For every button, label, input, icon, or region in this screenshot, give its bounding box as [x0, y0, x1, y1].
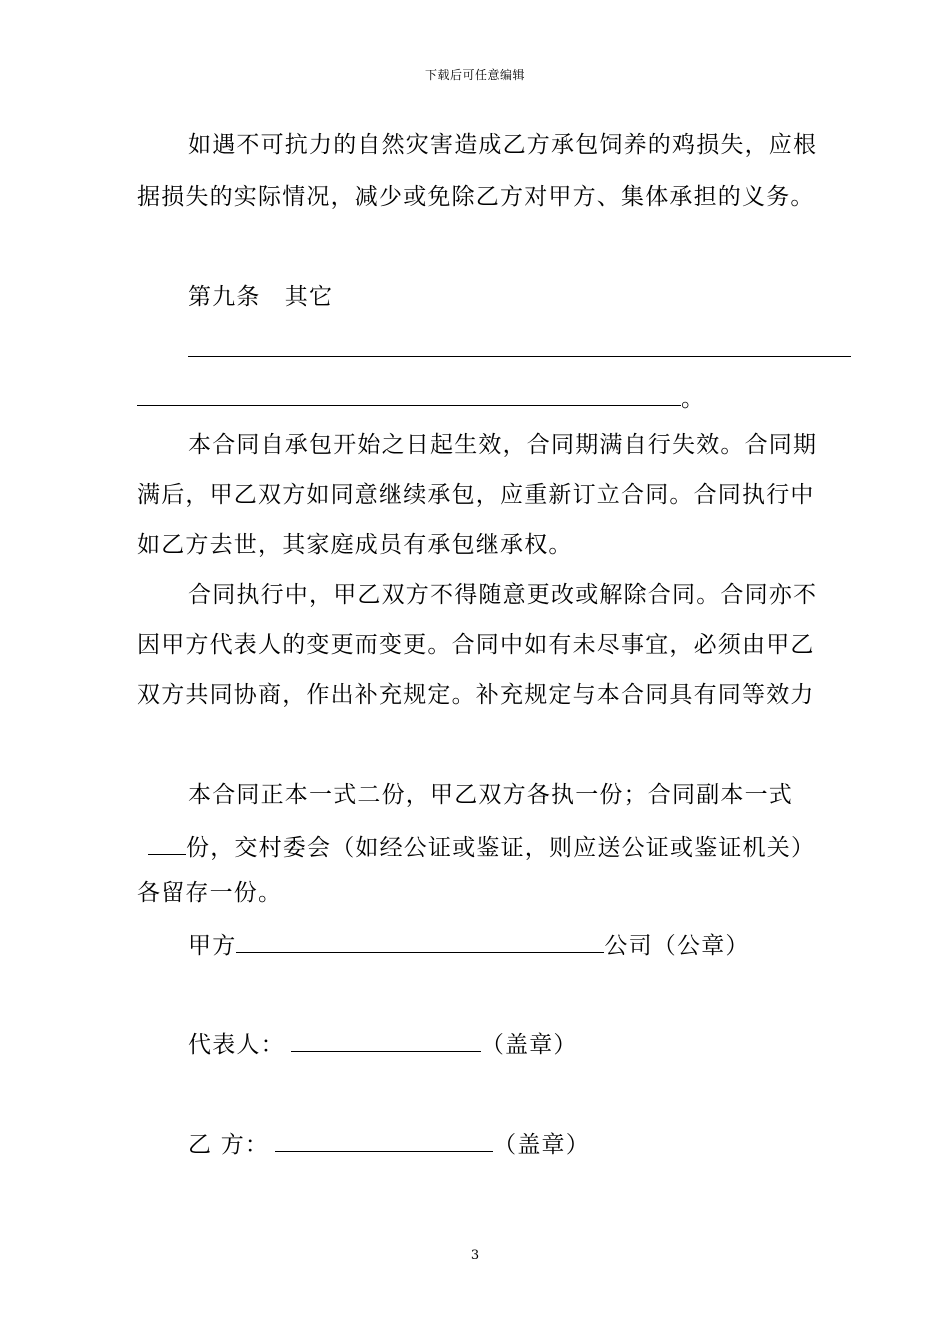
force-majeure-line-1: 如遇不可抗力的自然灾害造成乙方承包饲养的鸡损失，应根 [188, 132, 818, 158]
article-9-blank-line-2 [137, 405, 681, 406]
force-majeure-line-2: 据损失的实际情况，减少或免除乙方对甲方、集体承担的义务。 [137, 184, 815, 210]
representative-suffix: （盖章） [480, 1032, 578, 1058]
party-b-row [188, 1127, 590, 1160]
copies-line-3: 各留存一份。 [137, 880, 283, 906]
party-a-label: 甲方 [188, 933, 237, 959]
representative-row [188, 1027, 578, 1060]
representative-blank [291, 1027, 481, 1052]
party-b-suffix: （盖章） [493, 1132, 590, 1158]
party-a-row [188, 928, 750, 961]
no-change-line-3: 双方共同协商，作出补充规定。补充规定与本合同具有同等效力 [137, 682, 815, 708]
no-change-line-2: 因甲方代表人的变更而变更。合同中如有未尽事宜，必须由甲乙 [137, 632, 815, 658]
effective-line-1: 本合同自承包开始之日起生效，合同期满自行失效。合同期 [188, 432, 818, 458]
effective-line-3: 如乙方去世，其家庭成员有承包继承权。 [137, 532, 573, 558]
article-9-blank-line-1 [188, 356, 851, 357]
party-a-suffix: 公司（公章） [604, 933, 750, 959]
article-9-title: 第九条 其它 [188, 284, 334, 310]
page-number: 3 [470, 1248, 480, 1263]
copies-line-1: 本合同正本一式二份，甲乙双方各执一份；合同副本一式 [188, 782, 793, 808]
party-b-blank [275, 1127, 493, 1152]
copies-line-2 [148, 830, 815, 863]
copies-line-2-text: 份，交村委会（如经公证或鉴证，则应送公证或鉴证机关） [186, 835, 816, 861]
party-b-label: 乙 方： [188, 1132, 270, 1158]
article-9-end-mark: 。 [681, 386, 706, 412]
no-change-line-1: 合同执行中，甲乙双方不得随意更改或解除合同。合同亦不 [188, 582, 818, 608]
representative-label: 代表人： [188, 1032, 285, 1058]
page-header: 下载后可任意编辑 [424, 68, 525, 82]
copies-count-blank [148, 830, 186, 855]
effective-line-2: 满后，甲乙双方如同意继续承包，应重新订立合同。合同执行中 [137, 482, 815, 508]
party-a-blank [236, 928, 604, 953]
